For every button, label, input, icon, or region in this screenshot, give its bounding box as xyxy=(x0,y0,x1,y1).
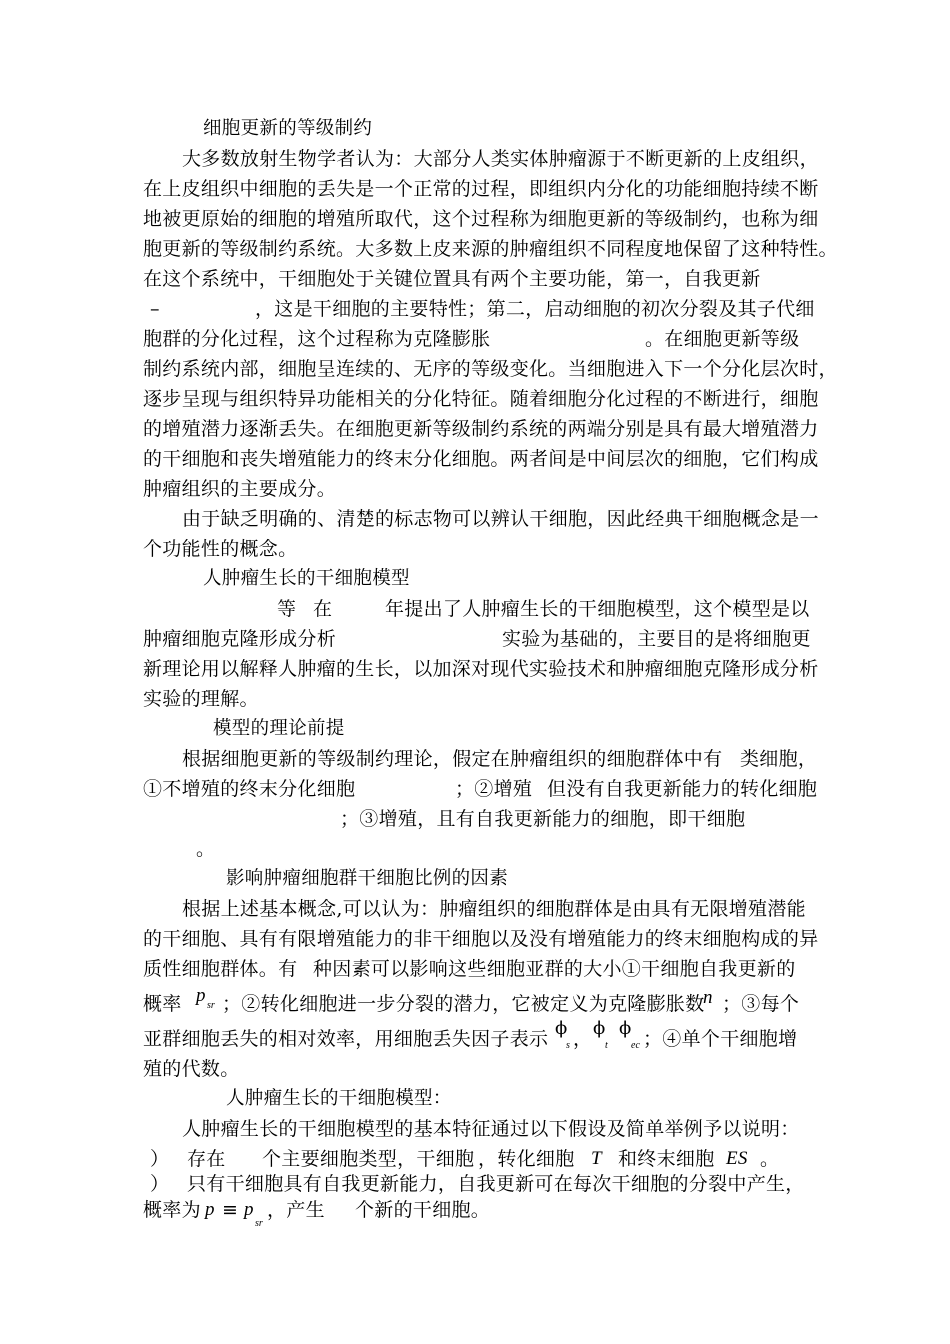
paragraph-line: 的干细胞、具有有限增殖能力的非干细胞以及没有增殖能力的终末细胞构成的异 xyxy=(143,928,819,950)
paragraph-line: ；②转化细胞进一步分裂的潜力，它被定义为克隆膨胀数 xyxy=(222,993,705,1015)
paragraph-line: 殖的代数。 xyxy=(143,1058,240,1080)
math-subscript: sr xyxy=(207,1000,215,1011)
math-subscript: t xyxy=(605,1040,608,1051)
paragraph-line: 胞群的分化过程，这个过程称为克隆膨胀 xyxy=(143,328,491,350)
paragraph-line: 肿瘤组织的主要成分。 xyxy=(143,478,337,500)
comma: ， xyxy=(573,1028,593,1050)
paragraph-line: ；③每个 xyxy=(722,993,800,1015)
math-symbol-p: p xyxy=(205,1199,215,1220)
paragraph-line: 在这个系统中，干细胞处于关键位置具有两个主要功能，第一，自我更新 xyxy=(143,268,761,290)
paragraph-line: 胞更新的等级制约系统。大多数上皮来源的肿瘤组织不同程度地保留了这种特性。 xyxy=(143,238,838,260)
paragraph-line: 亚群细胞丢失的相对效率，用细胞丢失因子表示 xyxy=(143,1028,549,1050)
heading-premise: 模型的理论前提 xyxy=(213,718,345,739)
paragraph-line: 实验的理解。 xyxy=(143,688,259,710)
paragraph-line: 根据上述基本概念,可以认为：肿瘤组织的细胞群体是由具有无限增殖潜能 xyxy=(182,898,806,920)
heading-model: 人肿瘤生长的干细胞模型 xyxy=(203,568,410,589)
list-paren: ） xyxy=(150,1173,170,1195)
math-symbol-p: p xyxy=(244,1199,254,1220)
paragraph-line: 的增殖潜力逐渐丢失。在细胞更新等级制约系统的两端分别是具有最大增殖潜力 xyxy=(143,418,819,440)
list-item-text: 和终末细胞 xyxy=(618,1148,715,1170)
paragraph-line: 质性细胞群体。有 xyxy=(143,958,298,980)
paragraph-line: 肿瘤细胞克隆形成分析 xyxy=(143,628,337,650)
paragraph-line: 制约系统内部，细胞呈连续的、无序的等级变化。当细胞进入下一个分化层次时， xyxy=(143,358,838,380)
math-symbol-n: n xyxy=(703,987,713,1008)
math-subscript: ec xyxy=(631,1040,640,1051)
math-symbol-phi: ϕ xyxy=(593,1018,606,1039)
list-paren: ） xyxy=(150,1148,170,1170)
paragraph-line: 地被更原始的细胞的增殖所取代，这个过程称为细胞更新的等级制约，也称为细 xyxy=(143,208,819,230)
math-subscript: sr xyxy=(255,1218,263,1229)
paragraph-line: 逐步呈现与组织特异功能相关的分化特征。随着细胞分化过程的不断进行，细胞 xyxy=(143,388,819,410)
list-item-text: 个新的干细胞。 xyxy=(355,1199,491,1221)
heading-factors: 影响肿瘤细胞群干细胞比例的因素 xyxy=(226,868,509,889)
math-equiv: ≡ xyxy=(222,1199,239,1221)
list-item-text: 个主要细胞类型，干细胞 xyxy=(262,1148,475,1170)
paragraph-line: 在 xyxy=(313,598,333,620)
paragraph-line: 根据细胞更新的等级制约理论，假定在肿瘤组织的细胞群体中有 xyxy=(182,748,723,770)
paragraph-line: ①不增殖的终末分化细胞 xyxy=(143,778,356,800)
paragraph-line: 。在细胞更新等级 xyxy=(645,328,800,350)
math-symbol-t: T xyxy=(591,1148,602,1169)
paragraph-line: 个功能性的概念。 xyxy=(143,538,298,560)
paragraph-line: 等 xyxy=(277,598,297,620)
paragraph-line: 大多数放射生物学者认为：大部分人类实体肿瘤源于不断更新的上皮组织， xyxy=(182,148,819,170)
math-subscript: s xyxy=(566,1040,570,1051)
math-symbol-es: ES xyxy=(726,1148,748,1169)
paragraph-line: 由于缺乏明确的、清楚的标志物可以辨认干细胞，因此经典干细胞概念是一 xyxy=(182,508,819,530)
math-symbol-phi: ϕ xyxy=(555,1018,568,1039)
math-symbol-phi: ϕ xyxy=(619,1018,632,1039)
list-item-text: 概率为 xyxy=(143,1199,201,1221)
paragraph-line: 人肿瘤生长的干细胞模型的基本特征通过以下假设及简单举例予以说明： xyxy=(182,1118,800,1140)
paragraph-line: ，这是干细胞的主要特性；第二，启动细胞的初次分裂及其子代细 xyxy=(255,298,815,320)
paragraph-line: 类细胞， xyxy=(740,748,818,770)
math-symbol-p: p xyxy=(196,985,206,1006)
list-item-text: 存在 xyxy=(187,1148,226,1170)
dash-mark: – xyxy=(150,298,160,320)
paragraph-line: ；③增殖，且有自我更新能力的细胞，即干细胞 xyxy=(340,808,746,830)
list-item-text: ，产生 xyxy=(267,1199,325,1221)
paragraph-line: 新理论用以解释人肿瘤的生长，以加深对现代实验技术和肿瘤细胞克隆形成分析 xyxy=(143,658,819,680)
paragraph-line: 在上皮组织中细胞的丢失是一个正常的过程，即组织内分化的功能细胞持续不断 xyxy=(143,178,819,200)
paragraph-line: 种因素可以影响这些细胞亚群的大小①干细胞自我更新的 xyxy=(313,958,796,980)
heading-hierarchy: 细胞更新的等级制约 xyxy=(203,118,373,139)
list-item-text: 只有干细胞具有自我更新能力，自我更新可在每次干细胞的分裂中产生， xyxy=(187,1173,805,1195)
paragraph-line: 年提出了人肿瘤生长的干细胞模型，这个模型是以 xyxy=(385,598,810,620)
paragraph-line: ；④单个干细胞增 xyxy=(643,1028,798,1050)
list-item-text: ，转化细胞 xyxy=(478,1148,575,1170)
paragraph-line: 的干细胞和丧失增殖能力的终末分化细胞。两者间是中间层次的细胞，它们构成 xyxy=(143,448,819,470)
list-item-text: 。 xyxy=(760,1148,780,1170)
paragraph-line: ；②增殖 xyxy=(455,778,533,800)
paragraph-line: 。 xyxy=(196,838,216,860)
heading-model-detail: 人肿瘤生长的干细胞模型： xyxy=(226,1088,452,1109)
paragraph-line: 概率 xyxy=(143,993,182,1015)
paragraph-line: 但没有自我更新能力的转化细胞 xyxy=(547,778,818,800)
paragraph-line: 实验为基础的，主要目的是将细胞更 xyxy=(502,628,811,650)
